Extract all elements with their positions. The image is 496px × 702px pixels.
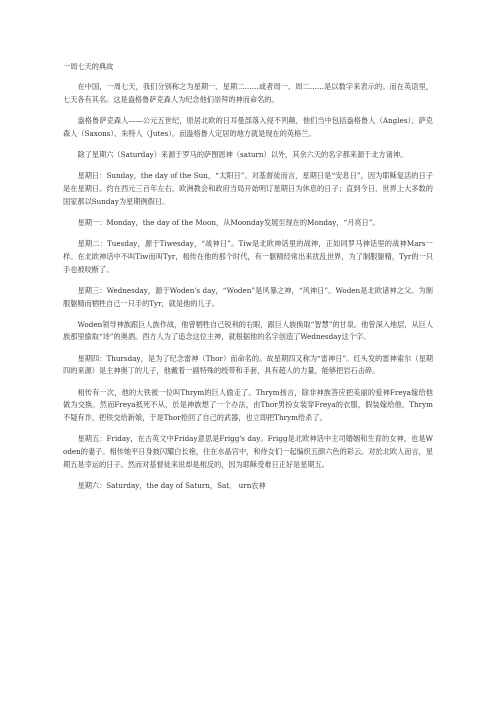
paragraph-saturday: 星期六：Saturday，the day of Saturn，Sat． urn农神 <box>77 481 266 491</box>
paragraph-thrym-story: 相传有一次，他的大铁被一位叫Thrym的巨人偷走了。Thrym扬言，除非神族答应把美丽的爱神Freya嫁给他做为交换。然而Freya抵死不从，於是神族想了一个办法，由Thor男扮女装穿Freya的衣服，假装嫁给他，Thrym不疑有诈，把铁交给新娘，于是Thor抢回了自己的武器，也立即把Thrym给杀了。 <box>63 387 433 423</box>
paragraph-friday: 星期五：Friday，在古英文中Friday意思是Frigg's day。Frigg是北欧神话中主司婚姻和生育的女神，也是Woden的妻子。相传她平日身披闪耀白长袍，住在水晶宫中，和侍女们一起编织五颜六色的彩云。对於北欧人而言，星期五是幸运的日子。然而对基督徒来说却是相反的，因为耶稣受难日正好是星期五。 <box>63 434 434 469</box>
paragraph-tuesday: 星期二：Tuesday，源于Tiwesday，“战神日”。Tiw是北欧神话里的战神，正如同罗马神话里的战神Mars一样。在北欧神话中不叫Tiw而叫Tyr，相传在他的那个时代，有一躯精经常出来扰乱世界，为了制服躯精，Tyr的一只手也被咬断了。 <box>63 239 433 274</box>
paragraph-thursday: 星期四：Thursday，是为了纪念雷神（Thor）而命名的。故星期四又称为“雷神日”。红头发的雷神索尔（星期四的来源）是主神奥丁的儿子，他戴着一副特殊的绶带和手套，具有超人的力量，能够把岩石击碎。 <box>63 353 433 376</box>
paragraph-sunday: 星期日：Sunday，the day of the Sun，“太阳日”。对基督徒而言，星期日是“安息日”，因为耶稣复活的日子是在星期日。约在西元三百年左右，欧洲教会和政府当局开始明订星期日为休息的日子；直到今日，世界上大多数的国家都以Sunday为星期例假日。 <box>63 171 433 206</box>
paragraph-wednesday: 星期三：Wednesday，源于Woden's day，“Woden”是风暴之神，“风神日”。Woden是北欧诸神之父。为制服躯精而牺牲自己一只手的Tyr，就是他的儿子。 <box>63 285 433 308</box>
paragraph-intro: 在中国，一周七天，我们分别称之为星期一、星期二……或者周一、周二……是以数字来表示的。而在英语里，七天各有其名。这是盎格鲁萨克森人为纪念他们崇拜的神而命名的。 <box>63 82 433 104</box>
paragraph-woden: Woden领导神族跟巨人族作战，他曾牺牲自己锐利的右眼，跟巨人族换取“智慧”的甘泉。他曾深入地层，从巨人族那里偷取“诗”的奥酒。西方人为了追念这位主神，就根据他的名字创造了Wednesday这个字。 <box>63 319 434 342</box>
paragraph-origin-summary: 除了星期六（Saturday）来源于罗马的萨图恩神（saturn）以外，其余六天的名字都来源于北方诸神。 <box>77 149 408 159</box>
paragraph-anglo-saxons: 盎格鲁萨克森人——公元五世纪，原居北欧的日耳曼部落入侵不列颠，他们当中包括盎格鲁人（Angles）、萨克森人（Saxons）、朱特人（Jutes）。而盎格鲁人定居的地方就是现在的英格兰。 <box>63 115 433 138</box>
document-title: 一周七天的典故 <box>63 62 114 71</box>
paragraph-monday: 星期一：Monday，the day of the Moon，从Moonday发展至现在的Monday，“月亮日”。 <box>77 217 380 227</box>
document-page <box>63 62 433 501</box>
